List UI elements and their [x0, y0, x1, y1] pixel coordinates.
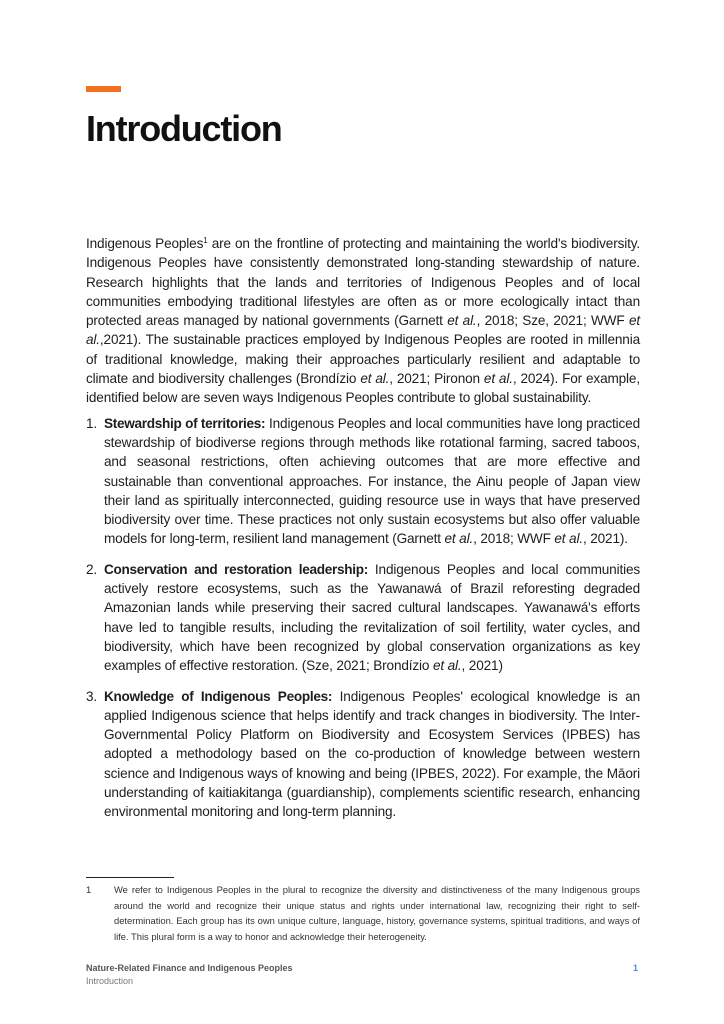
list-item-term: Knowledge of Indigenous Peoples: [104, 688, 333, 704]
footnote-ref[interactable]: 1 [203, 236, 208, 245]
page-number: 1 [632, 963, 638, 973]
list-item-term: Stewardship of territories: [104, 415, 266, 431]
list-item-term: Conservation and restoration leadership: [104, 561, 368, 577]
footer-title: Nature-Related Finance and Indigenous Peoples [86, 963, 293, 973]
list-item: 1. Stewardship of territories: Indigenous Peoples and local communities have long practiced stewardship of biodiverse regions through methods like rotational farming, sacred taboos, and seasonal restrictions, often achieving outcomes that are more effective and sustainable than conventional approaches. For instance, the Ainu people of Japan view their land as spiritually interconnected, guiding resource use in ways that have preserved biodiversity over time. These practices not only sustain ecosystems but also offer valuable models for long-term, resilient land management (Garnett et al., 2018; WWF et al., 2021). [86, 415, 640, 547]
footnote-divider [86, 877, 174, 878]
list-item: 2. Conservation and restoration leadership: Indigenous Peoples and local communities actively restore ecosystems, such as the Yawanawá of Brazil reforesting degraded Amazonian lands while preserving their sacred cultural landscapes. Yawanawá's efforts have led to tangible results, including the revitalization of soil fertility, water cycles, and biodiversity, which have been recognized by global conservation organizations as key examples of effective restoration. (Sze, 2021; Brondízio et al., 2021) [86, 561, 640, 674]
contributions-list [86, 414, 640, 822]
accent-bar [86, 86, 121, 92]
footnote-text: We refer to Indigenous Peoples in the plural to recognize the diversity and distinctiveness of the many Indigenous groups around the world and recognize their unique status and rights under international law, recognizing their right to self-determination. Each group has its own unique culture, language, history, governance systems, spiritual traditions, and ways of life. This plural form is a way to honor and acknowledge their heterogeneity. [114, 884, 640, 942]
footnote-number: 1 [86, 884, 92, 895]
list-item: 3. Knowledge of Indigenous Peoples: Indigenous Peoples' ecological knowledge is an applied Indigenous science that helps identify and track changes in biodiversity. The Inter-Governmental Policy Platform on Biodiversity and Ecosystem Services (IPBES) has adopted a methodology based on the co-production of knowledge between western science and Indigenous ways of knowing and being (IPBES, 2022). For example, the Māori understanding of kaitiakitanga (guardianship), complements scientific research, enhancing environmental monitoring and long-term planning. [86, 688, 641, 820]
footer-section: Introduction [86, 976, 134, 986]
body-text [86, 234, 640, 833]
footnote [86, 882, 640, 944]
page-title: Introduction [86, 108, 282, 149]
intro-paragraph: Indigenous Peoples$^1$ are on the frontline of protecting and maintaining the world's biodiversity. Indigenous Peoples have consistently demonstrated long-standing stewardship of nature. Research highlights that the lands and territories of Indigenous Peoples and of local communities embodying traditional lifestyles are often as or more ecologically intact than protected areas managed by national governments (Garnett et al., 2018; Sze, 2021; WWF et al.,2021). The sustainable practices employed by Indigenous Peoples are rooted in millennia of traditional knowledge, making their approaches particularly resilient and adaptable to climate and biodiversity challenges (Brondízio et al., 2021; Pironon et al., 2024). For example, identified below are seven ways Indigenous Peoples contribute to global sustainability. [86, 236, 640, 406]
